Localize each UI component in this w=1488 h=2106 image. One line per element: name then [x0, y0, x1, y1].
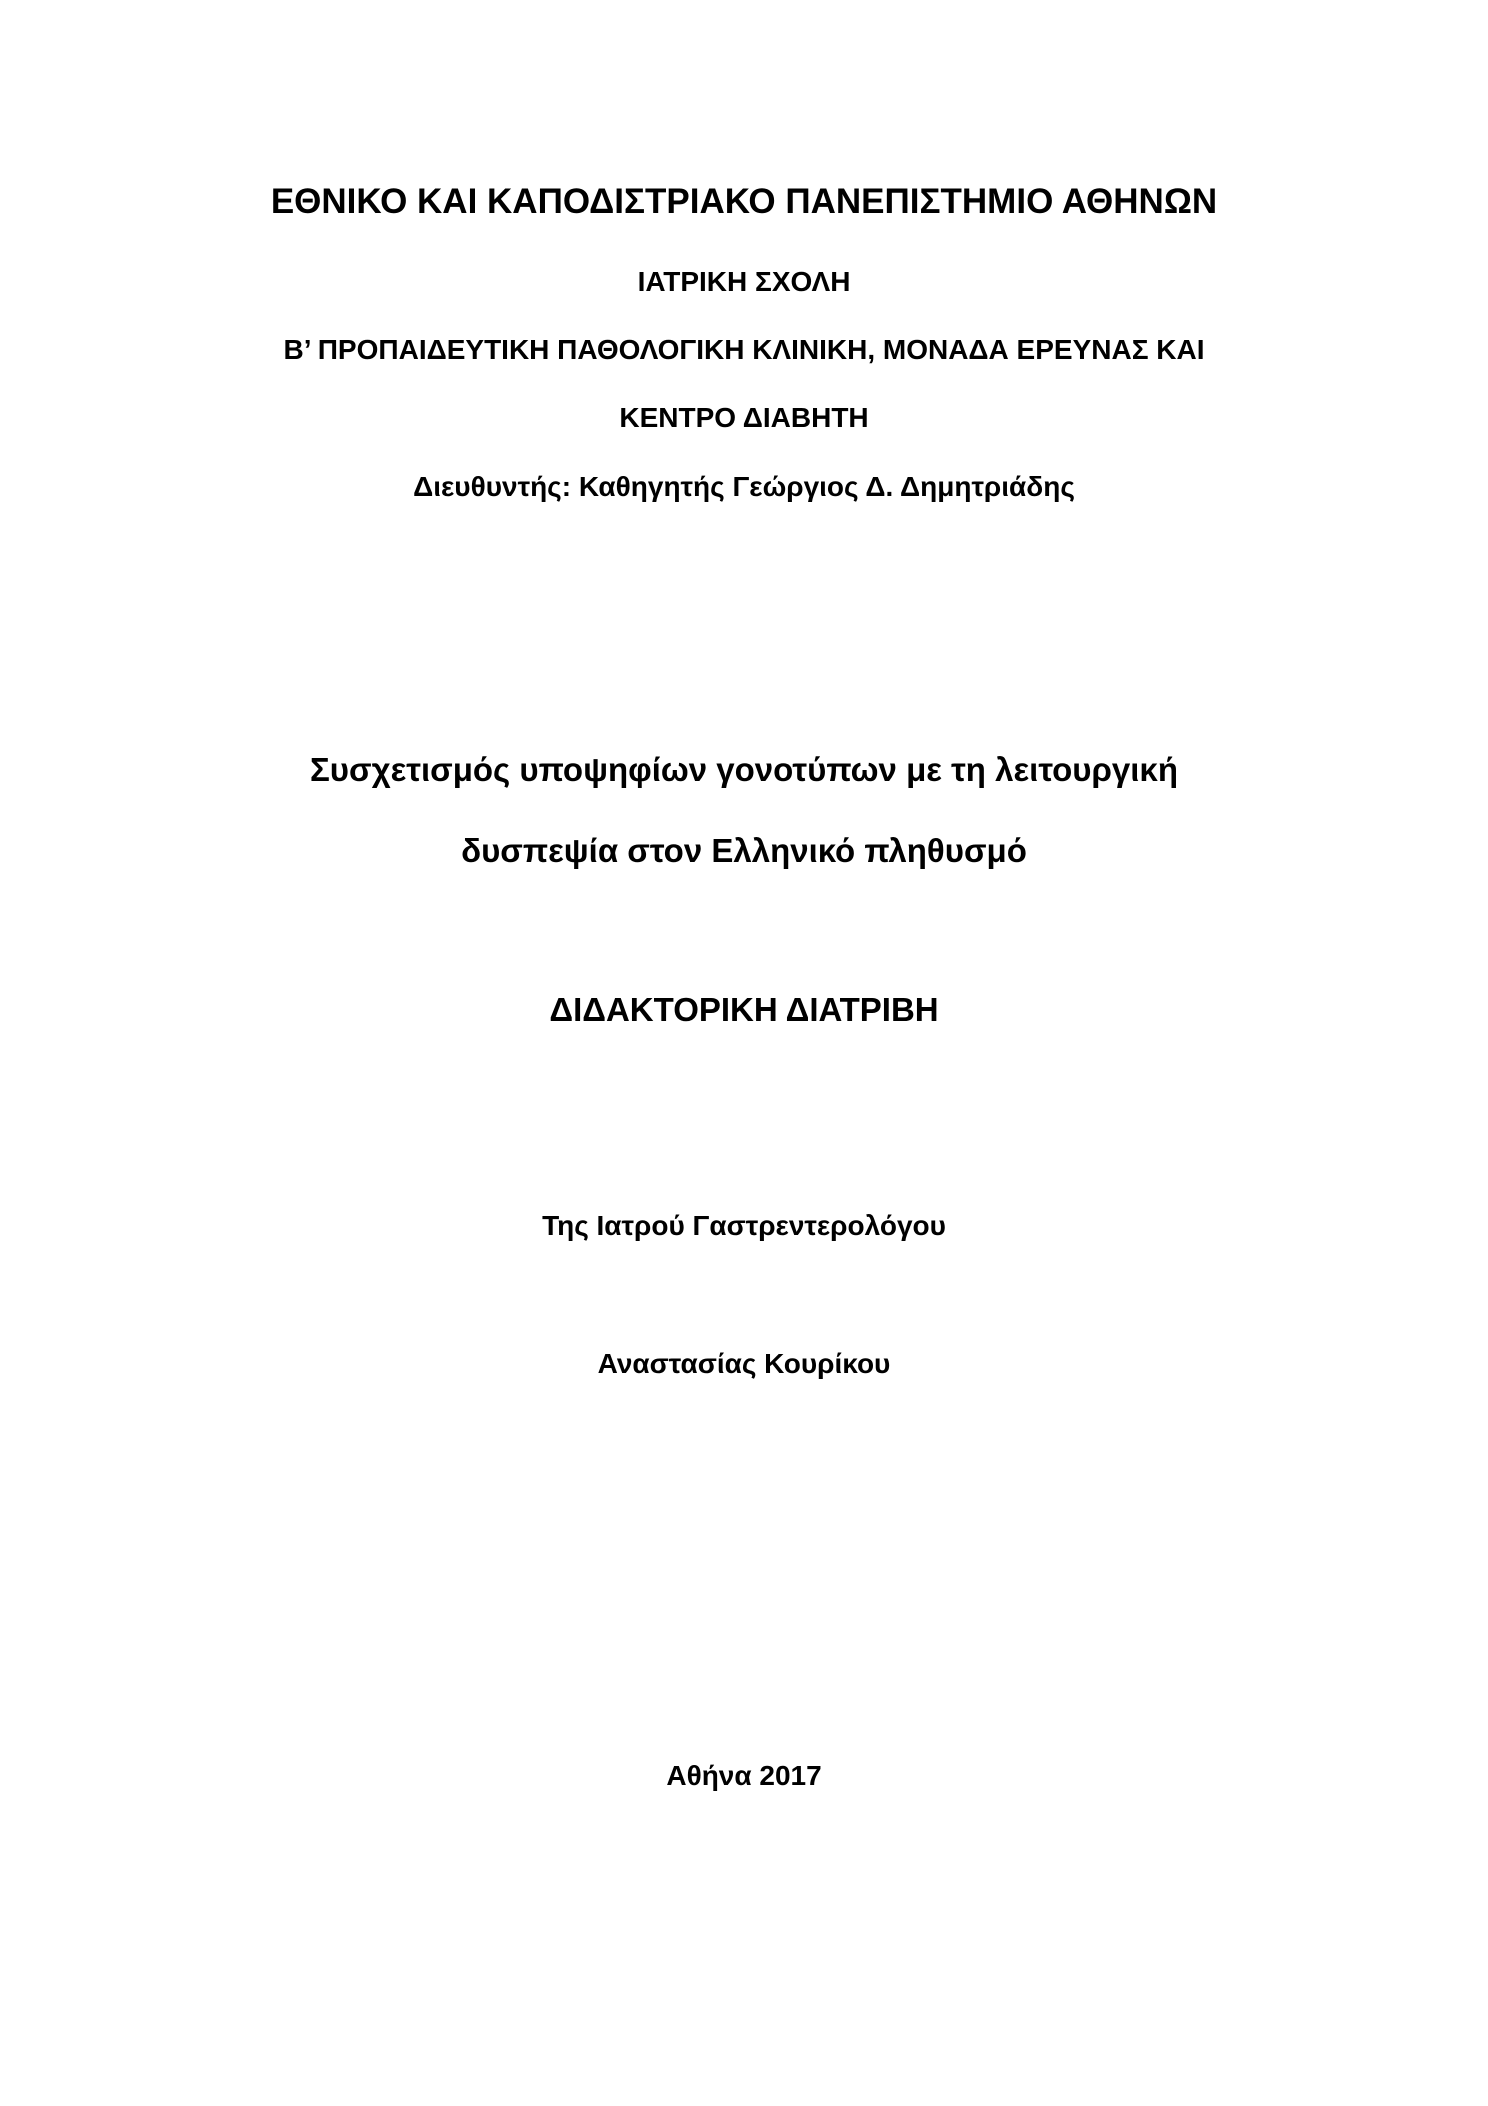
document-type: ΔΙΔΑΚΤΟΡΙΚΗ ΔΙΑΤΡΙΒΗ	[549, 991, 939, 1028]
author-prefix: Της Ιατρού Γαστρεντερολόγου	[542, 1210, 946, 1241]
thesis-title-line-1: Συσχετισμός υποψηφίων γονοτύπων με τη λειτουργική	[309, 751, 1178, 788]
clinic-name-line-2: ΚΕΝΤΡΟ ΔΙΑΒΗΤΗ	[619, 402, 869, 433]
author-name: Αναστασίας Κουρίκου	[597, 1348, 891, 1379]
school-name: ΙΑΤΡΙΚΗ ΣΧΟΛΗ	[637, 266, 851, 297]
director-line: Διευθυντής: Καθηγητής Γεώργιος Δ. Δημητριάδης	[413, 471, 1075, 502]
university-name: ΕΘΝΙΚΟ ΚΑΙ ΚΑΠΟΔΙΣΤΡΙΑΚΟ ΠΑΝΕΠΙΣΤΗΜΙΟ ΑΘΗΝΩΝ	[270, 182, 1218, 221]
place-and-year: Αθήνα 2017	[666, 1760, 822, 1791]
thesis-title-line-2: δυσπεψία στον Ελληνικό πληθυσμό	[461, 832, 1027, 869]
clinic-name-line-1: Β’ ΠΡΟΠΑΙΔΕΥΤΙΚΗ ΠΑΘΟΛΟΓΙΚΗ ΚΛΙΝΙΚΗ, ΜΟΝΑΔΑ ΕΡΕΥΝΑΣ ΚΑΙ	[283, 334, 1205, 365]
